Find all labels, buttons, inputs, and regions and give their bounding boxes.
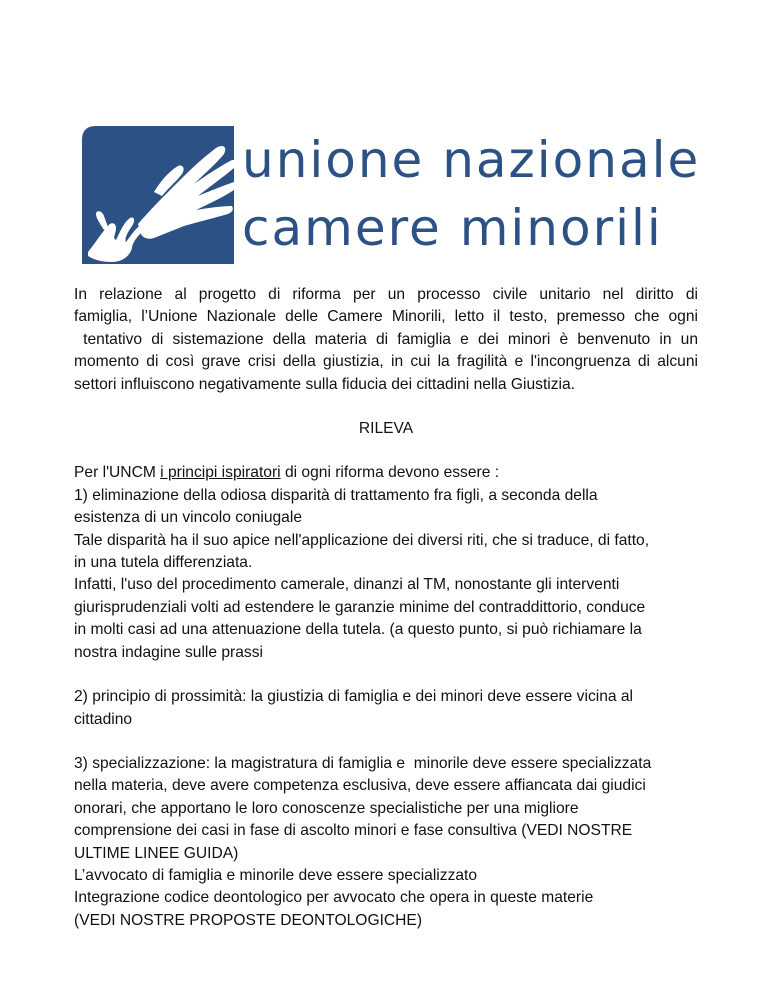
point-line: onorari, che apportano le loro conoscenze specialistiche per una migliore: [74, 799, 579, 817]
point-line: nella materia, deve avere competenza esclusiva, deve essere affiancata dai giudici: [74, 777, 646, 795]
point-line: 3) specializzazione: la magistratura di famiglia e minorile deve essere specializzata: [74, 754, 652, 772]
principles-intro: Per l'UNCM i principi ispiratori di ogni riforma devono essere :: [74, 464, 500, 482]
intro-line: In relazione al progetto di riforma per un processo civile unitario nel diritto di: [74, 286, 698, 303]
intro-paragraph: [74, 284, 698, 396]
intro-line: momento di così grave crisi della giustizia, in cui la fragilità e l'incongruenza di alcuni: [74, 353, 698, 371]
point-line: nostra indagine sulle prassi: [74, 643, 263, 661]
point-line: comprensione dei casi in fase di ascolto minori e fase consultiva (VEDI NOSTRE: [74, 822, 633, 840]
point-line: esistenza di un vincolo coniugale: [74, 509, 302, 527]
document-body: [74, 284, 698, 932]
point-2: [74, 686, 698, 731]
section-heading: RILEVA: [358, 420, 414, 438]
point-3: [74, 753, 698, 932]
point-line: Integrazione codice deontologico per avvocato che opera in queste materie: [74, 889, 594, 907]
point-line: 1) eliminazione della odiosa disparità di trattamento fra figli, a seconda della: [74, 486, 598, 504]
logo-line-2: camere minorili: [242, 199, 663, 257]
logo: [82, 126, 702, 264]
point-line: Tale disparità ha il suo apice nell'applicazione dei diversi riti, che si traduce, di fatto,: [74, 531, 650, 549]
point-line: giurisprudenziali volti ad estendere le garanzie minime del contraddittorio, conduce: [74, 598, 646, 616]
underlined-text: i principi ispiratori: [160, 464, 281, 482]
logo-wordmark: [242, 126, 700, 262]
intro-line: famiglia, l’Unione Nazionale delle Camere Minorili, letto il testo, premesso che ogni: [74, 308, 698, 326]
point-line: (VEDI NOSTRE PROPOSTE DEONTOLOGICHE): [74, 911, 423, 929]
hands-logo-icon: [82, 126, 234, 264]
intro-line: settori influiscono negativamente sulla fiducia dei cittadini nella Giustizia.: [74, 375, 576, 393]
point-line: in una tutela differenziata.: [74, 554, 253, 572]
point-line: in molti casi ad una attenuazione della tutela. (a questo punto, si può richiamare la: [74, 621, 642, 639]
point-line: Infatti, l'uso del procedimento camerale, dinanzi al TM, nonostante gli interventi: [74, 576, 620, 594]
point-line: 2) principio di prossimità: la giustizia di famiglia e dei minori deve essere vicina al: [74, 688, 634, 706]
point-line: ULTIME LINEE GUIDA): [74, 844, 239, 862]
point-1: [74, 485, 698, 664]
point-line: L’avvocato di famiglia e minorile deve essere specializzato: [74, 866, 478, 884]
point-line: cittadino: [74, 710, 133, 728]
intro-line: tentativo di sistemazione della materia di famiglia e dei minori è benvenuto in un: [74, 330, 698, 348]
logo-line-1: unione nazionale: [242, 131, 701, 189]
